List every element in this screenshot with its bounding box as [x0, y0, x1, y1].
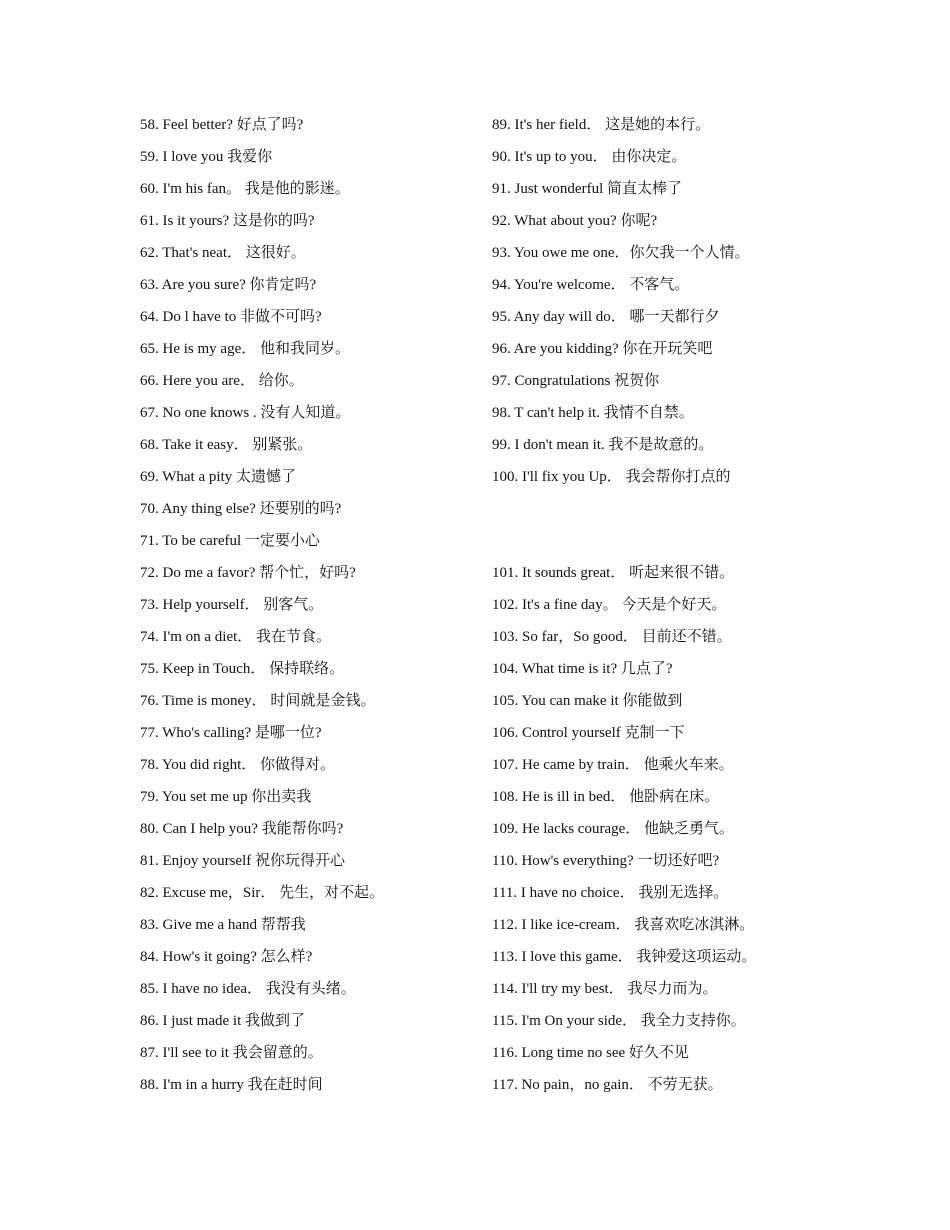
phrase-item: 115. I'm On your side． 我全力支持你。	[492, 1013, 746, 1029]
phrase-item: 93. You owe me one．你欠我一个人情。	[492, 245, 750, 261]
phrase-item: 62. That's neat． 这很好。	[140, 245, 306, 261]
phrase-item: 73. Help yourself． 别客气。	[140, 597, 324, 613]
phrase-item: 85. I have no idea． 我没有头绪。	[140, 981, 356, 997]
phrase-item: 100. I'll fix you Up． 我会帮你打点的	[492, 469, 731, 485]
phrase-item: 66. Here you are． 给你。	[140, 373, 304, 389]
phrase-item: 61. Is it yours? 这是你的吗?	[140, 213, 315, 229]
blank-line	[492, 530, 912, 562]
phrase-item: 68. Take it easy． 别紧张。	[140, 437, 313, 453]
phrase-item: 76. Time is money． 时间就是金钱。	[140, 693, 376, 709]
phrase-item: 69. What a pity 太遗憾了	[140, 469, 296, 485]
phrase-item: 97. Congratulations 祝贺你	[492, 373, 660, 389]
phrase-item: 114. I'll try my best． 我尽力而为。	[492, 981, 718, 997]
phrase-item: 94. You're welcome． 不客气。	[492, 277, 690, 293]
phrase-item: 113. I love this game． 我钟爱这项运动。	[492, 949, 757, 965]
phrase-item: 98. T can't help it. 我情不自禁。	[492, 405, 694, 421]
phrase-item: 111. I have no choice． 我别无选择。	[492, 885, 729, 901]
phrase-item: 92. What about you? 你呢?	[492, 213, 658, 229]
phrase-item: 91. Just wonderful 简直太棒了	[492, 181, 682, 197]
phrase-item: 116. Long time no see 好久不见	[492, 1045, 689, 1061]
phrase-item: 108. He is ill in bed． 他卧病在床。	[492, 789, 720, 805]
phrase-item: 105. You can make it 你能做到	[492, 693, 683, 709]
phrase-item: 67. No one knows . 没有人知道。	[140, 405, 351, 421]
phrase-item: 109. He lacks courage． 他缺乏勇气。	[492, 821, 735, 837]
phrase-item: 89. It's her field． 这是她的本行。	[492, 117, 711, 133]
phrase-item: 90. It's up to you． 由你决定。	[492, 149, 687, 165]
phrase-item: 58. Feel better? 好点了吗?	[140, 117, 304, 133]
phrase-item: 63. Are you sure? 你肯定吗?	[140, 277, 317, 293]
phrase-item: 95. Any day will do． 哪一天都行夕	[492, 309, 720, 325]
phrase-item: 104. What time is it? 几点了?	[492, 661, 673, 677]
phrase-item: 117. No pain，no gain． 不劳无获。	[492, 1077, 723, 1093]
phrase-item: 80. Can I help you? 我能帮你吗?	[140, 821, 344, 837]
phrase-item: 102. It's a fine day。 今天是个好天。	[492, 597, 727, 613]
phrase-item: 99. I don't mean it. 我不是故意的。	[492, 437, 714, 453]
phrase-list-left	[140, 114, 480, 1106]
phrase-item: 103. So far，So good． 目前还不错。	[492, 629, 732, 645]
phrase-item: 72. Do me a favor? 帮个忙，好吗?	[140, 565, 356, 581]
phrase-list-right	[492, 114, 912, 1106]
phrase-item: 84. How's it going? 怎么样?	[140, 949, 313, 965]
phrase-item: 88. I'm in a hurry 我在赶时间	[140, 1077, 323, 1093]
phrase-item: 110. How's everything? 一切还好吧?	[492, 853, 720, 869]
phrase-item: 82. Excuse me，Sir． 先生，对不起。	[140, 885, 385, 901]
phrase-item: 78. You did right． 你做得对。	[140, 757, 336, 773]
phrase-item: 106. Control yourself 克制一下	[492, 725, 685, 741]
phrase-item: 70. Any thing else? 还要别的吗?	[140, 501, 342, 517]
phrase-item: 74. I'm on a diet． 我在节食。	[140, 629, 332, 645]
phrase-item: 87. I'll see to it 我会留意的。	[140, 1045, 323, 1061]
phrase-item: 83. Give me a hand 帮帮我	[140, 917, 306, 933]
phrase-item: 59. I love you 我爱你	[140, 149, 273, 165]
phrase-item: 75. Keep in Touch． 保持联络。	[140, 661, 345, 677]
blank-line	[492, 498, 912, 530]
phrase-item: 101. It sounds great． 听起来很不错。	[492, 565, 735, 581]
phrase-item: 86. I just made it 我做到了	[140, 1013, 305, 1029]
phrase-item: 77. Who's calling? 是哪一位?	[140, 725, 322, 741]
phrase-item: 81. Enjoy yourself 祝你玩得开心	[140, 853, 345, 869]
phrase-item: 107. He came by train． 他乘火车来。	[492, 757, 734, 773]
phrase-item: 65. He is my age． 他和我同岁。	[140, 341, 350, 357]
phrase-item: 112. I like ice-cream． 我喜欢吃冰淇淋。	[492, 917, 755, 933]
phrase-item: 96. Are you kidding? 你在开玩笑吧	[492, 341, 713, 357]
phrase-item: 60. I'm his fan。 我是他的影迷。	[140, 181, 350, 197]
phrase-item: 64. Do l have to 非做不可吗?	[140, 309, 322, 325]
phrase-item: 79. You set me up 你出卖我	[140, 789, 312, 805]
phrase-item: 71. To be careful 一定要小心	[140, 533, 320, 549]
